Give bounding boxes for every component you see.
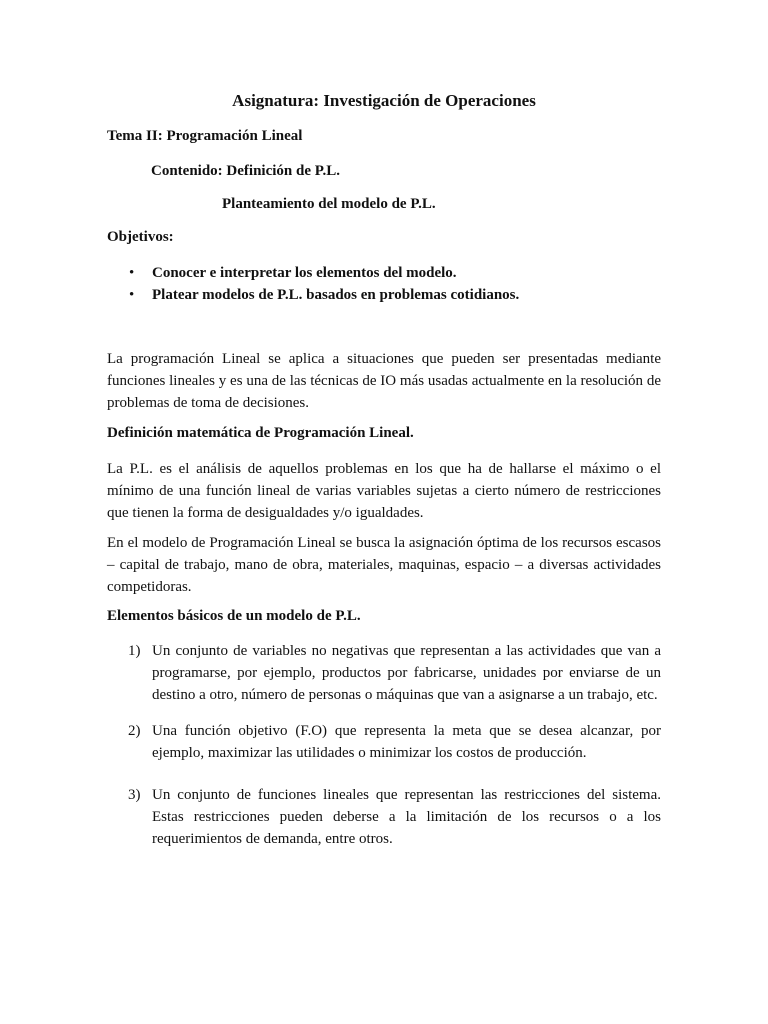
model-paragraph: En el modelo de Programación Lineal se busca la asignación óptima de los recursos escasos – capital de trabajo, mano de obra, materiales, maquinas, espacio – a diversas actividades competidoras. — [107, 535, 661, 595]
elements-heading: Elementos básicos de un modelo de P.L. — [107, 608, 361, 624]
bullet-icon: • — [129, 287, 135, 303]
definition-heading: Definición matemática de Programación Lineal. — [107, 425, 414, 441]
content-line-2: Planteamiento del modelo de P.L. — [222, 196, 436, 212]
content-line-1: Contenido: Definición de P.L. — [151, 163, 341, 179]
item-number: 3) — [128, 787, 141, 803]
objective-text: Platear modelos de P.L. basados en problemas cotidianos. — [152, 287, 520, 303]
objective-text: Conocer e interpretar los elementos del modelo. — [152, 265, 457, 281]
bullet-icon: • — [129, 265, 135, 281]
list-item — [107, 284, 519, 306]
elements-list — [107, 640, 661, 706]
elements-list — [107, 784, 661, 850]
elements-list — [107, 720, 661, 764]
definition-paragraph: La P.L. es el análisis de aquellos problemas en los que ha de hallarse el máximo o el mínimo de una función lineal de varias variables sujetas a cierto número de restricciones que tienen la forma de desigualdades y/o igualdades. — [107, 461, 661, 521]
item-text: Una función objetivo (F.O) que representa la meta que se desea alcanzar, por ejemplo, maximizar las utilidades o minimizar los costos de producción. — [152, 723, 661, 761]
topic-heading: Tema II: Programación Lineal — [107, 128, 303, 144]
list-item — [107, 720, 661, 764]
list-item — [107, 640, 661, 706]
item-text: Un conjunto de funciones lineales que representan las restricciones del sistema. Estas restricciones pueden deberse a la limitación de los recursos o a los requerimientos de demanda, entre otros. — [152, 787, 661, 847]
list-item — [107, 262, 519, 284]
document-title: Asignatura: Investigación de Operaciones — [232, 91, 536, 110]
intro-paragraph: La programación Lineal se aplica a situaciones que pueden ser presentadas mediante funciones lineales y es una de las técnicas de IO más usadas actualmente en la resolución de problemas de toma de decisiones. — [107, 351, 661, 411]
item-text: Un conjunto de variables no negativas que representan a las actividades que van a programarse, por ejemplo, productos por fabricarse, unidades por enviarse de un destino a otro, número de personas o máquinas que van a asignarse a un trabajo, etc. — [152, 643, 661, 703]
objectives-heading: Objetivos: — [107, 229, 174, 245]
item-number: 1) — [128, 643, 141, 659]
item-number: 2) — [128, 723, 141, 739]
list-item — [107, 784, 661, 850]
objectives-list — [107, 262, 519, 306]
